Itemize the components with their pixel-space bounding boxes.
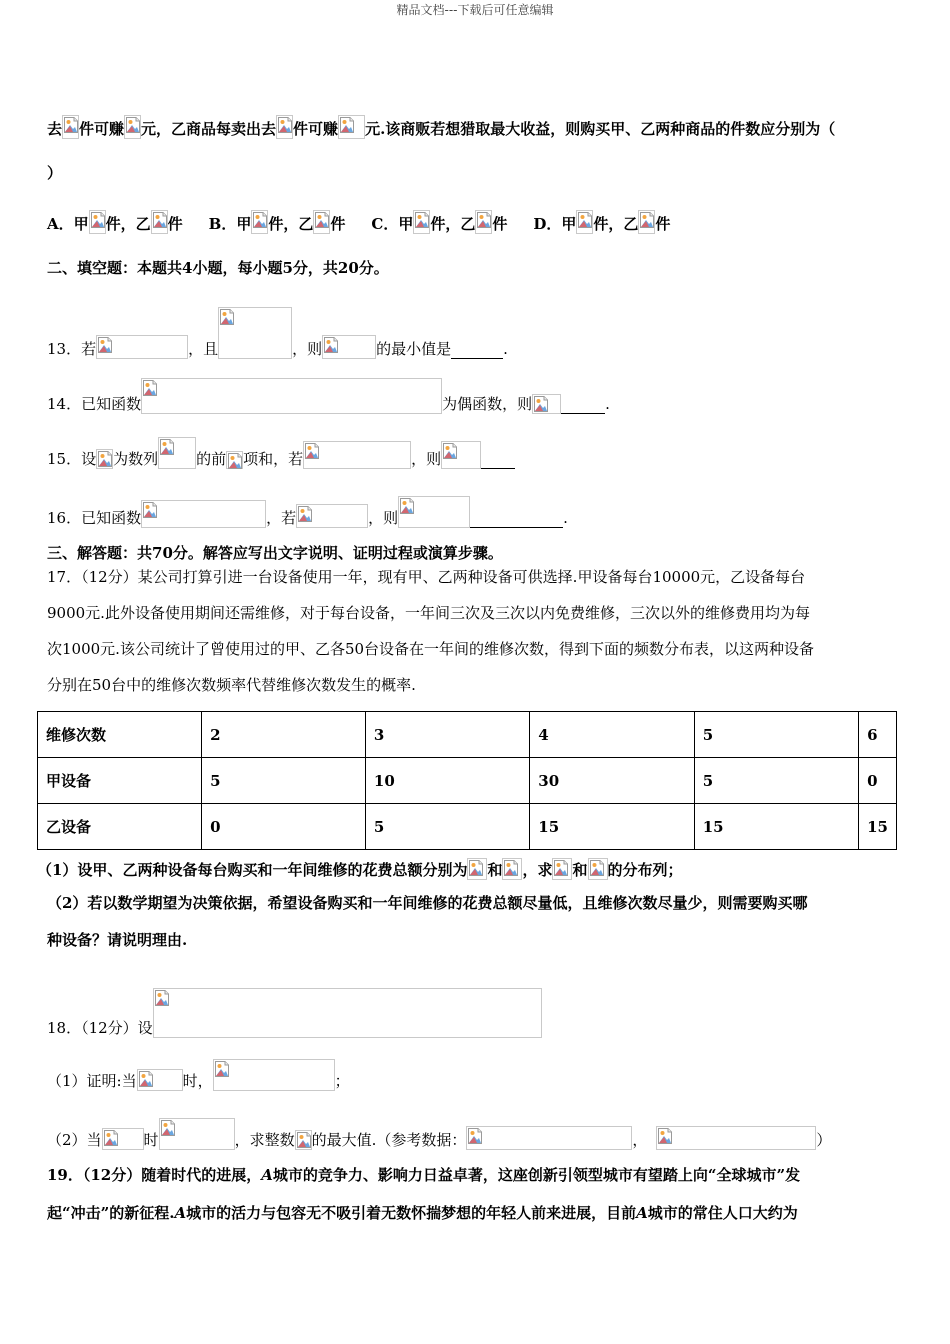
formula-image-icon — [89, 210, 106, 234]
table-cell: 5 — [365, 804, 529, 850]
answer-blank — [470, 511, 563, 528]
formula-image-icon — [338, 115, 365, 139]
table-cell: 3 — [365, 712, 529, 758]
table-cell: 15 — [530, 804, 694, 850]
section2-heading: 二、填空题：本题共4小题，每小题5分，共20分。 — [47, 259, 389, 277]
formula-image-icon — [576, 210, 593, 234]
formula-image-icon — [502, 858, 522, 880]
formula-image-icon — [588, 858, 608, 880]
formula-image-icon — [552, 858, 572, 880]
q19-line2: 起“冲击”的新征程.A城市的活力与包容无不吸引着无数怀揣梦想的年轻人前来进展，目前A城市的常住人口大约为 — [47, 1204, 798, 1222]
q12-line2: ） — [47, 164, 63, 182]
formula-image-icon — [313, 210, 330, 234]
table-cell: 2 — [202, 712, 366, 758]
formula-image-icon — [158, 437, 196, 469]
q17-part2-line1: （2）若以数学期望为决策依据，希望设备购买和一年间维修的花费总额尽量低，且维修次数尽量少，则需要购买哪 — [47, 894, 808, 912]
table-cell: 乙设备 — [38, 804, 202, 850]
formula-image-icon — [466, 1126, 632, 1150]
option-b: B．甲 件，乙 件 — [209, 215, 346, 233]
section3-heading: 三、解答题：共70分。解答应写出文字说明、证明过程或演算步骤。 — [47, 544, 503, 562]
table-cell: 6 — [859, 712, 897, 758]
formula-image-icon — [137, 1069, 183, 1091]
formula-image-icon — [413, 210, 430, 234]
table-cell: 5 — [694, 712, 858, 758]
table-cell: 10 — [365, 758, 529, 804]
q12-line1: 去 件可赚 元，乙商品每卖出去 件可赚 元.该商贩若想猎取最大收益，则购买甲、乙两种商品的件数应分别为（ — [47, 115, 835, 139]
q16: 16．已知函数 ，若 ，则 . — [47, 496, 568, 528]
q17-stem: 17．（12分）某公司打算引进一台设备使用一年，现有甲、乙两种设备可供选择.甲设备每台10000元，乙设备每台 9000元.此外设备使用期间还需维修，对于每台设备，一年间三次及三次以内免费维修，三次以外的维修费用均为每 次1000元.该公司统计了曾使用过的甲、乙各50台设备在一年间的维修次数，得到下面的频数分布表，以这两种设备 分别在50台中的维修次数频率代替维修次数发生的概率. — [47, 568, 815, 694]
q17-part2-line2: 种设备？请说明理由. — [47, 931, 188, 949]
q13: 13．若 ，且 ，则 的最小值是 . — [47, 307, 508, 359]
formula-image-icon — [532, 394, 561, 414]
formula-image-icon — [656, 1126, 816, 1150]
table-cell: 维修次数 — [38, 712, 202, 758]
formula-image-icon — [141, 500, 266, 528]
table-row — [38, 758, 897, 804]
formula-image-icon — [96, 335, 188, 359]
formula-image-icon — [276, 115, 293, 139]
option-c: C．甲 件，乙 件 — [371, 215, 507, 233]
q17-part1: （1）设甲、乙两种设备每台购买和一年间维修的花费总额分别为 和 ，求 和 的分布列； — [37, 858, 683, 880]
formula-image-icon — [322, 335, 376, 359]
formula-image-icon — [467, 858, 487, 880]
table-cell: 15 — [859, 804, 897, 850]
formula-image-icon — [218, 307, 292, 359]
table-row — [38, 804, 897, 850]
formula-image-icon — [441, 441, 481, 469]
table-cell: 30 — [530, 758, 694, 804]
table-cell: 15 — [694, 804, 858, 850]
page-header: 精品文档---下载后可任意编辑 — [396, 3, 554, 17]
formula-image-icon — [151, 210, 168, 234]
formula-image-icon — [213, 1059, 335, 1091]
q14: 14．已知函数 为偶函数，则 . — [47, 378, 610, 414]
answer-blank — [451, 342, 503, 359]
q18-part2: （2）当 时 ，求整数 的最大值.（参考数据： ， ） — [47, 1118, 831, 1150]
answer-blank — [561, 397, 605, 414]
q15: 15．设 为数列 的前 项和，若 ，则 — [47, 437, 515, 469]
formula-image-icon — [303, 441, 411, 469]
formula-image-icon — [251, 210, 268, 234]
formula-image-icon — [475, 210, 492, 234]
table-cell: 5 — [202, 758, 366, 804]
option-a: A．甲 件，乙 件 — [47, 215, 183, 233]
table-row — [38, 712, 897, 758]
formula-image-icon — [96, 449, 113, 469]
formula-image-icon — [398, 496, 470, 528]
q12-options — [47, 210, 670, 234]
formula-image-icon — [296, 504, 368, 528]
formula-image-icon — [62, 115, 79, 139]
q18: 18．（12分）设 — [47, 988, 542, 1038]
formula-image-icon — [159, 1118, 235, 1150]
table-cell: 5 — [694, 758, 858, 804]
answer-blank — [481, 452, 515, 469]
formula-image-icon — [153, 988, 542, 1038]
formula-image-icon — [102, 1128, 144, 1150]
q18-part1: （1）证明:当 时， ； — [47, 1059, 350, 1091]
formula-image-icon — [226, 451, 243, 469]
q19-line1: 19．（12分）随着时代的进展，A城市的竞争力、影响力日益卓著，这座创新引领型城市有望踏上向“全球城市”发 — [47, 1166, 801, 1184]
table-cell: 4 — [530, 712, 694, 758]
formula-image-icon — [124, 115, 141, 139]
table-cell: 甲设备 — [38, 758, 202, 804]
formula-image-icon — [638, 210, 655, 234]
formula-image-icon — [295, 1130, 312, 1150]
option-d: D．甲 件，乙 件 — [533, 215, 670, 233]
formula-image-icon — [141, 378, 442, 414]
repair-frequency-table — [37, 711, 897, 850]
table-cell: 0 — [202, 804, 366, 850]
table-cell: 0 — [859, 758, 897, 804]
